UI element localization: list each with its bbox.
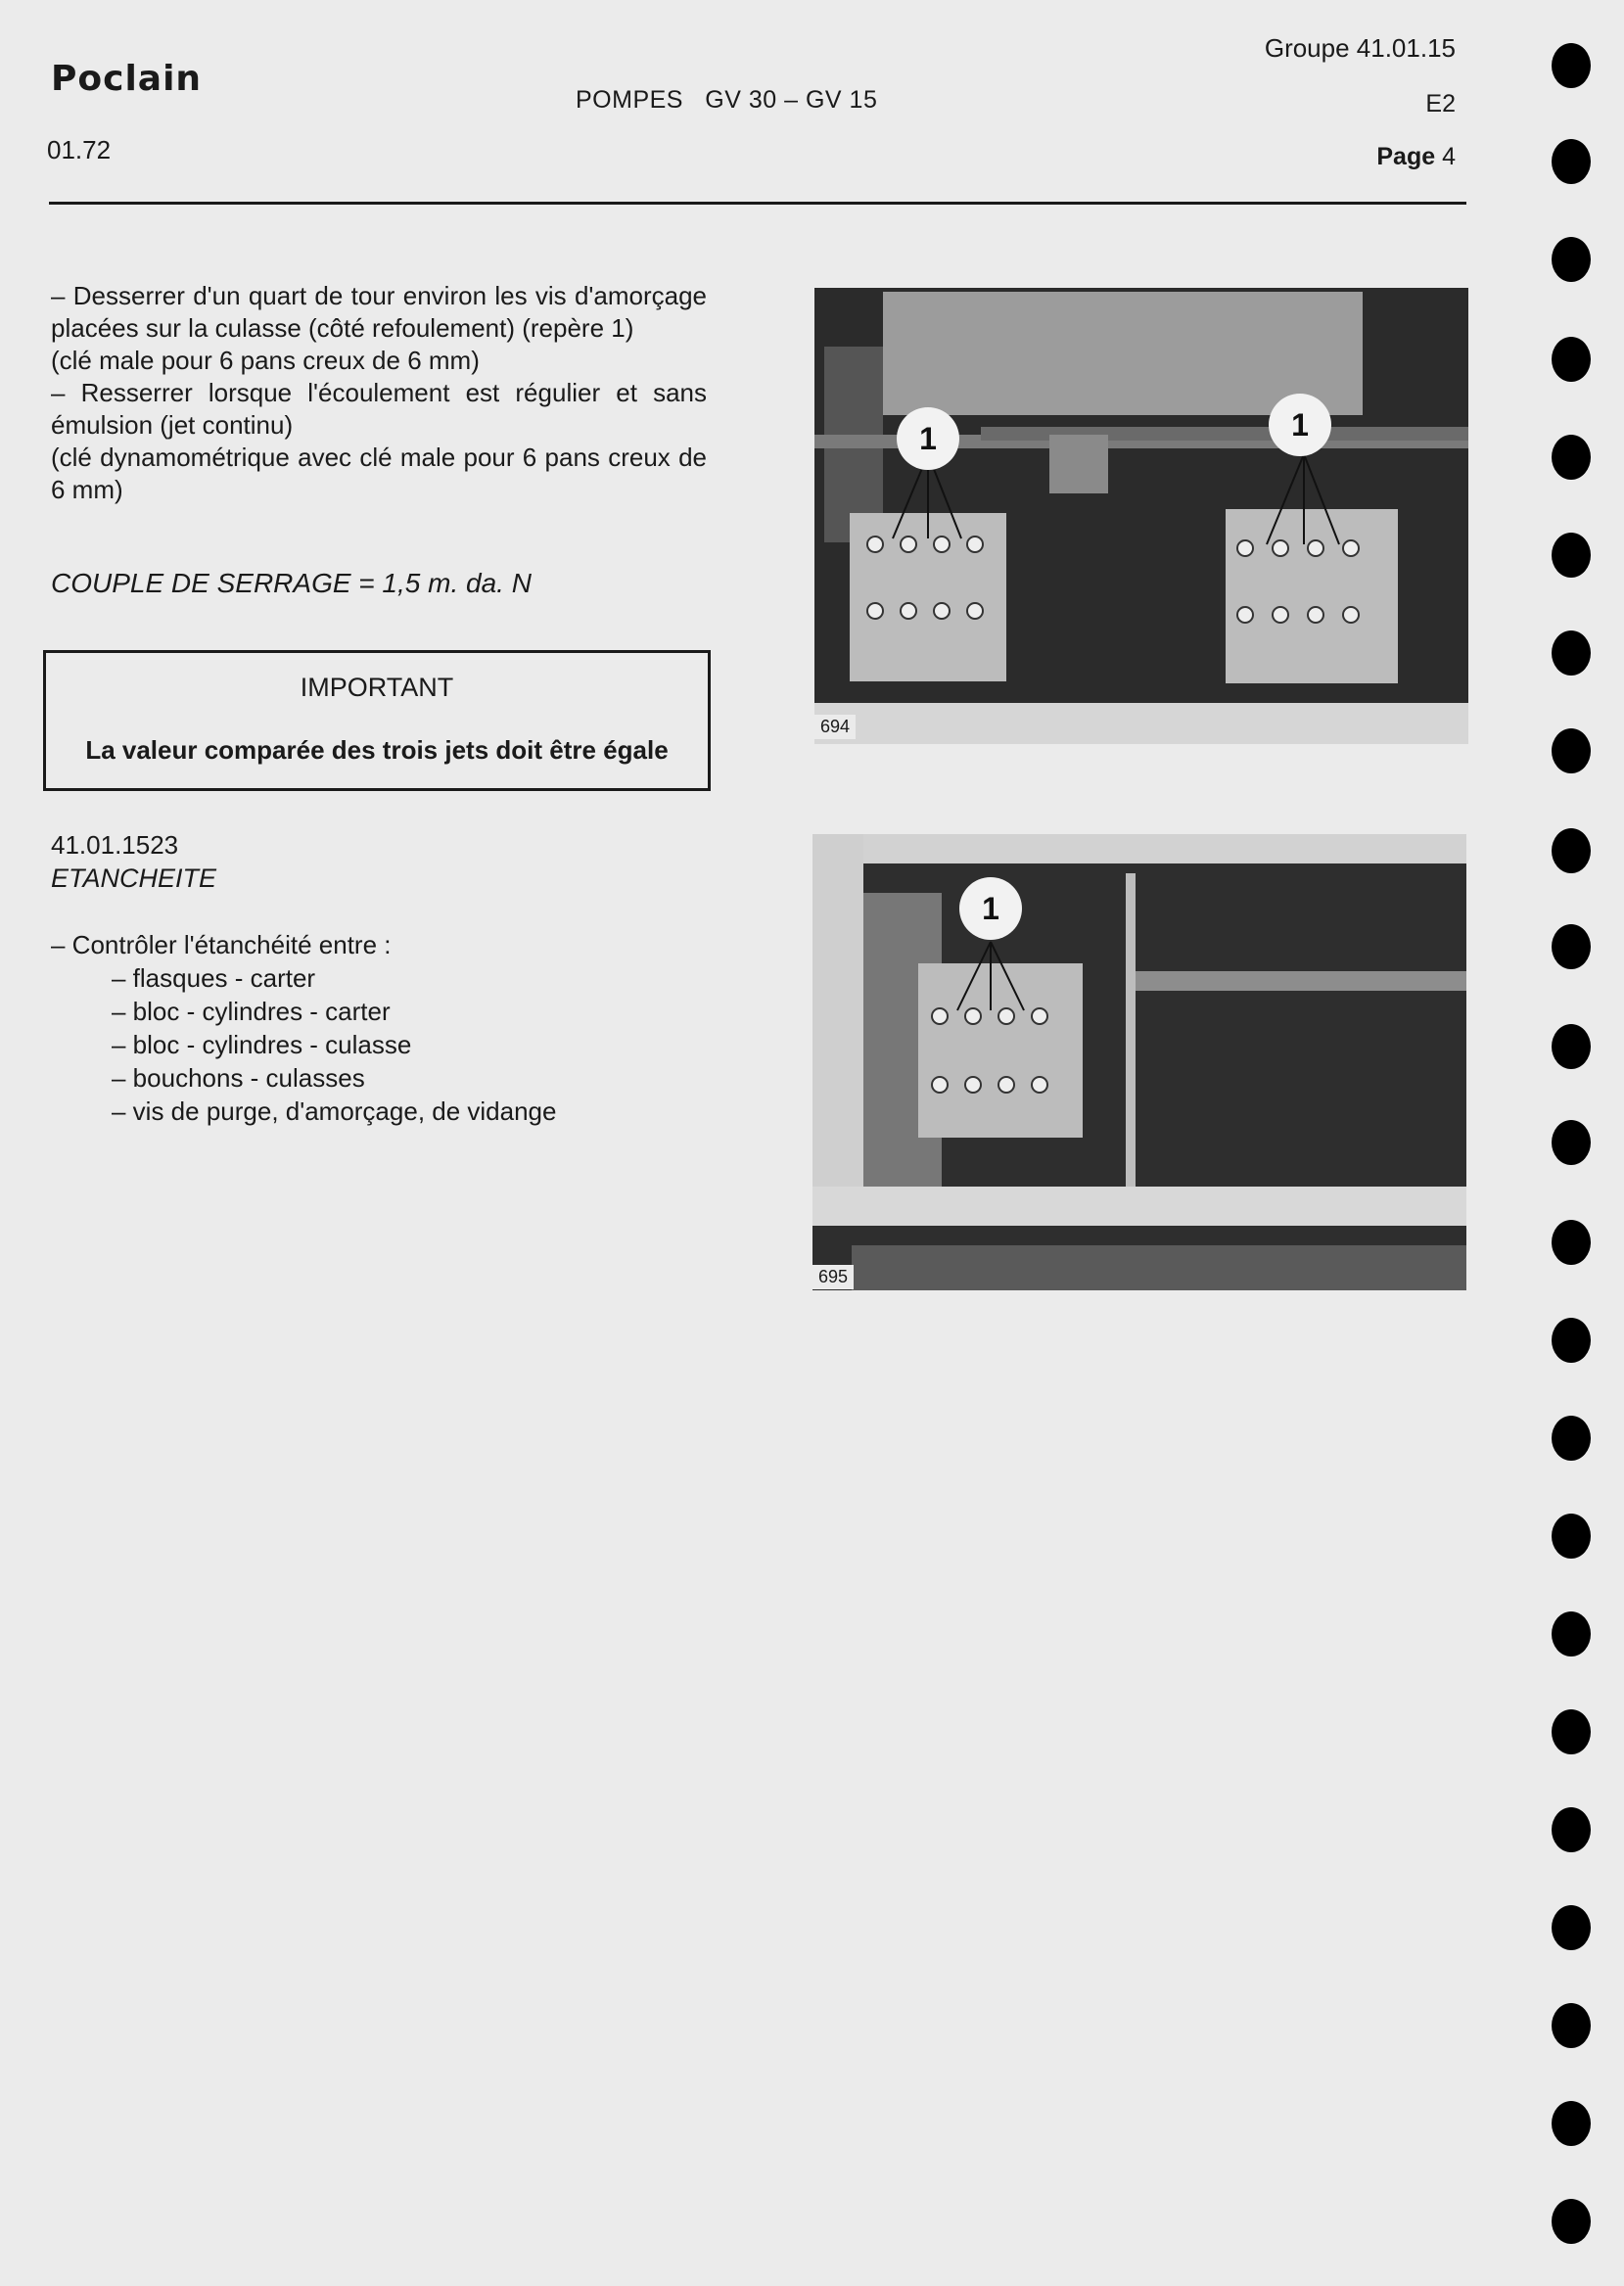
- binder-hole: [1552, 1807, 1591, 1852]
- binder-hole: [1552, 337, 1591, 382]
- pump-photo-694: [814, 288, 1468, 744]
- instruction-line: (clé dynamométrique avec clé male pour 6 pans creux de 6 mm): [51, 443, 707, 504]
- binder-hole: [1552, 533, 1591, 578]
- important-title: IMPORTANT: [300, 673, 454, 702]
- callout-marker: 1: [1269, 394, 1331, 456]
- group-reference: Groupe 41.01.15: [1264, 33, 1456, 63]
- binder-hole: [1552, 139, 1591, 184]
- list-item: – flasques - carter: [112, 963, 316, 993]
- pump-photo-695-illustration: [812, 834, 1466, 1290]
- revision-code: E2: [1425, 90, 1456, 117]
- section-title: ETANCHEITE: [51, 863, 217, 893]
- binder-hole: [1552, 1220, 1591, 1265]
- binder-hole: [1552, 1318, 1591, 1363]
- binder-hole: [1552, 43, 1591, 88]
- section-number: 41.01.1523: [51, 830, 179, 860]
- instruction-line: – Desserrer d'un quart de tour environ les vis d'amorçage placées sur la culasse (côté refoulement) (repère 1): [51, 281, 707, 343]
- callout-marker: 1: [897, 407, 959, 470]
- binder-hole: [1552, 924, 1591, 969]
- callout-marker: 1: [959, 877, 1022, 940]
- binder-hole: [1552, 1120, 1591, 1165]
- instruction-line: – Resserrer lorsque l'écoulement est régulier et sans émulsion (jet continu): [51, 378, 707, 440]
- list-item: – vis de purge, d'amorçage, de vidange: [112, 1096, 557, 1126]
- list-item: – bloc - cylindres - carter: [112, 997, 391, 1026]
- binder-hole: [1552, 435, 1591, 480]
- binder-hole: [1552, 2199, 1591, 2244]
- check-list: [112, 961, 556, 1128]
- document-title: POMPES GV 30 – GV 15: [576, 86, 878, 114]
- binder-hole: [1552, 630, 1591, 676]
- list-item: – bloc - cylindres - culasse: [112, 1030, 412, 1059]
- document-date: 01.72: [47, 135, 112, 164]
- instruction-paragraph: [51, 280, 707, 506]
- brand-logo: Poclain: [51, 59, 203, 99]
- binder-hole: [1552, 2003, 1591, 2048]
- important-text: La valeur comparée des trois jets doit être égale: [85, 735, 669, 765]
- binder-hole: [1552, 728, 1591, 773]
- pump-photo-694-illustration: [814, 288, 1468, 744]
- binder-hole: [1552, 2101, 1591, 2146]
- torque-spec: COUPLE DE SERRAGE = 1,5 m. da. N: [51, 568, 532, 598]
- important-notice: [43, 650, 711, 791]
- check-intro: – Contrôler l'étanchéité entre :: [51, 930, 392, 959]
- page-label: Page: [1376, 143, 1436, 170]
- figure-number: 694: [814, 715, 856, 739]
- binder-hole: [1552, 1905, 1591, 1950]
- page-number: 4: [1442, 143, 1456, 170]
- binder-hole: [1552, 1416, 1591, 1461]
- page-indicator: [1376, 143, 1456, 171]
- binder-hole: [1552, 1709, 1591, 1754]
- binder-hole: [1552, 237, 1591, 282]
- binder-hole: [1552, 1514, 1591, 1559]
- instruction-line: (clé male pour 6 pans creux de 6 mm): [51, 346, 480, 375]
- binder-hole: [1552, 1024, 1591, 1069]
- header-divider: [49, 202, 1466, 205]
- pump-photo-695: [812, 834, 1466, 1290]
- binder-hole: [1552, 1611, 1591, 1656]
- binder-hole: [1552, 828, 1591, 873]
- list-item: – bouchons - culasses: [112, 1063, 365, 1093]
- figure-number: 695: [812, 1265, 854, 1289]
